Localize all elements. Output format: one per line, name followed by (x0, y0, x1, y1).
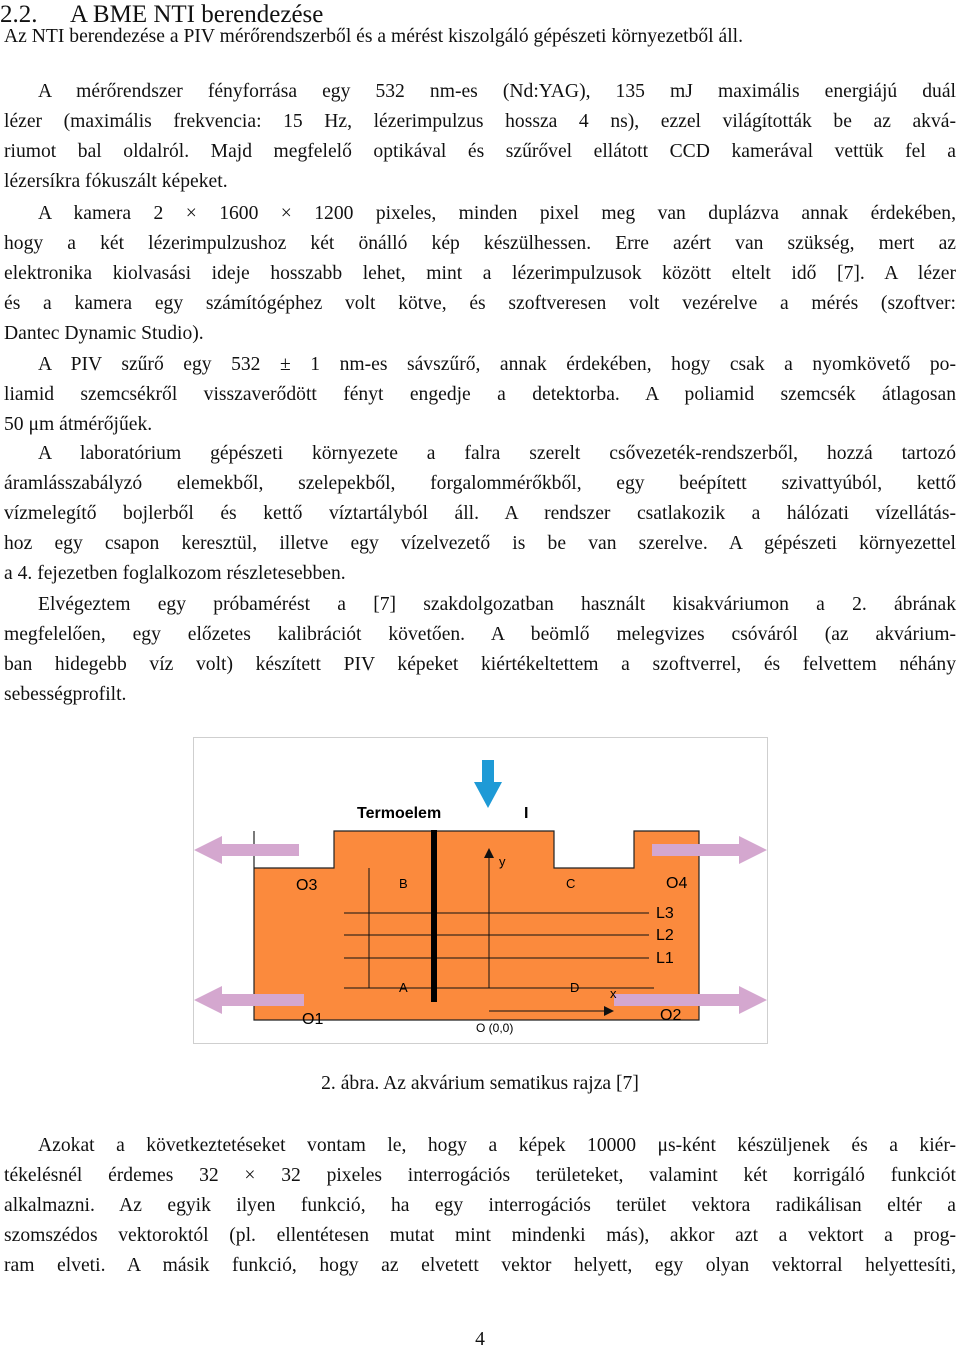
label-o2: O2 (660, 1007, 682, 1024)
section-number: 2.2. (0, 1, 38, 28)
text-line: liamid szemcsékről visszaverődött fényt engedje a detektorba. A poliamid szemcsék átlagosan (4, 384, 956, 405)
text-line: sebességprofilt. (4, 684, 127, 705)
text-line: áramlásszabályzó elemekből, szelepekből, forgalommérőkből, egy beépített szivattyúból, kettő (4, 473, 956, 494)
aquarium-figure (193, 737, 768, 1044)
paragraph-6 (4, 590, 956, 710)
paragraph-4 (4, 350, 956, 440)
label-l2: L2 (656, 927, 674, 944)
text-line: lézersíkra fókuszált képeket. (4, 171, 228, 192)
text-line: 50 μm átmérőjűek. (4, 414, 153, 435)
termoelem-rod (431, 830, 437, 1002)
label-point-d: D (570, 980, 580, 995)
label-origin: O (0,0) (476, 1021, 514, 1035)
text-line: alkalmazni. Az egyik ilyen funkció, ha egy interrogációs terület vektora radikálisan eltér a (4, 1195, 956, 1216)
text-line: A mérőrendszer fényforrása egy 532 nm-es (Nd:YAG), 135 mJ maximális energiájú duál (38, 81, 956, 102)
label-l3: L3 (656, 905, 674, 922)
page-number: 4 (475, 1329, 485, 1350)
text-line: megfelelően, egy előzetes kalibrációt követően. A beömlő melegvizes csóváról (az akvárium- (4, 624, 956, 645)
inlet-arrow (474, 760, 502, 808)
text-line: A kamera 2 × 1600 × 1200 pixeles, minden pixel meg van duplázva annak érdekében, (38, 203, 956, 224)
label-point-c: C (566, 876, 576, 891)
label-o3: O3 (296, 877, 318, 894)
text-line: vízmelegítő bojlerből és kettő víztartályból áll. A rendszer csatlakozik a hálózati vízellátás- (4, 503, 956, 524)
text-line: tékelésnél érdemes 32 × 32 pixeles interrogációs területeket, valamint két korrigáló funkciót (4, 1165, 956, 1186)
paragraph-2 (4, 77, 956, 197)
text-line: Dantec Dynamic Studio). (4, 323, 204, 344)
label-y-axis: y (499, 854, 506, 869)
text-line: Elvégeztem egy próbamérést a [7] szakdolgozatban használt kisakváriumon a 2. ábrának (38, 594, 956, 615)
paragraph-7 (4, 1131, 956, 1281)
text-line: lézer (maximális frekvencia: 15 Hz, lézerimpulzus hossza 4 ns), ezzel világították be az akvá- (4, 111, 956, 132)
text-line: hoz egy csapon keresztül, illetve egy vízelvezető is be van szerelve. A gépészeti környezettel (4, 533, 956, 554)
figure-caption: 2. ábra. Az akvárium sematikus rajza [7] (321, 1073, 639, 1094)
label-inlet: I (524, 805, 529, 822)
paragraph-1 (4, 22, 956, 52)
text-line: ram elveti. A másik funkció, hogy az elvetett vektor helyett, egy olyan vektorral helyettesíti, (4, 1255, 956, 1276)
label-o1: O1 (302, 1011, 324, 1028)
label-l1: L1 (656, 950, 674, 967)
text-line: Az NTI berendezése a PIV mérőrendszerből és a mérést kiszolgáló gépészeti környezetből áll. (4, 26, 744, 47)
text-line: riumot bal oldalról. Majd megfelelő optikával és szűrővel ellátott CCD kamerával vettük fel a (4, 141, 956, 162)
text-line: a 4. fejezetben foglalkozom részletesebben. (4, 563, 346, 584)
label-o4: O4 (666, 875, 688, 892)
text-line: A laboratórium gépészeti környezete a falra szerelt csővezeték-rendszerből, hozzá tartozó (38, 443, 956, 464)
section-title: A BME NTI berendezése (70, 1, 324, 28)
label-point-a: A (399, 980, 408, 995)
text-line: A PIV szűrő egy 532 ± 1 nm-es sávszűrő, annak érdekében, hogy csak a nyomkövető po- (38, 354, 956, 375)
paragraph-5 (4, 439, 956, 589)
label-point-b: B (399, 876, 408, 891)
aquarium-body (254, 831, 699, 1020)
text-line: Azokat a következtetéseket vontam le, hogy a képek 10000 μs-ként készüljenek és a kiér- (38, 1135, 956, 1156)
label-termoelem: Termoelem (357, 805, 442, 822)
paragraph-3 (4, 199, 956, 349)
outlet-arrow-o3 (194, 836, 299, 864)
aquarium-schematic (194, 738, 767, 1043)
text-line: szomszédos vektoroktól (pl. ellentétesen mutat mint mindenki más), akkor azt a vektort a prog- (4, 1225, 956, 1246)
text-line: és a kamera egy számítógéphez volt kötve, és szoftveresen volt vezérelve a mérés (szoftver: (4, 293, 956, 314)
text-line: elektronika kiolvasási ideje hosszabb lehet, mint a lézerimpulzusok között eltelt idő [7]. A lézer (4, 263, 956, 284)
text-line: ban hidegebb víz volt) készített PIV képeket kiértékeltettem a szoftverrel, és felvettem néhány (4, 654, 956, 675)
label-x-axis: x (610, 986, 617, 1001)
text-line: hogy a két lézerimpulzushoz két önálló kép készülhessen. Erre azért van szükség, mert az (4, 233, 956, 254)
